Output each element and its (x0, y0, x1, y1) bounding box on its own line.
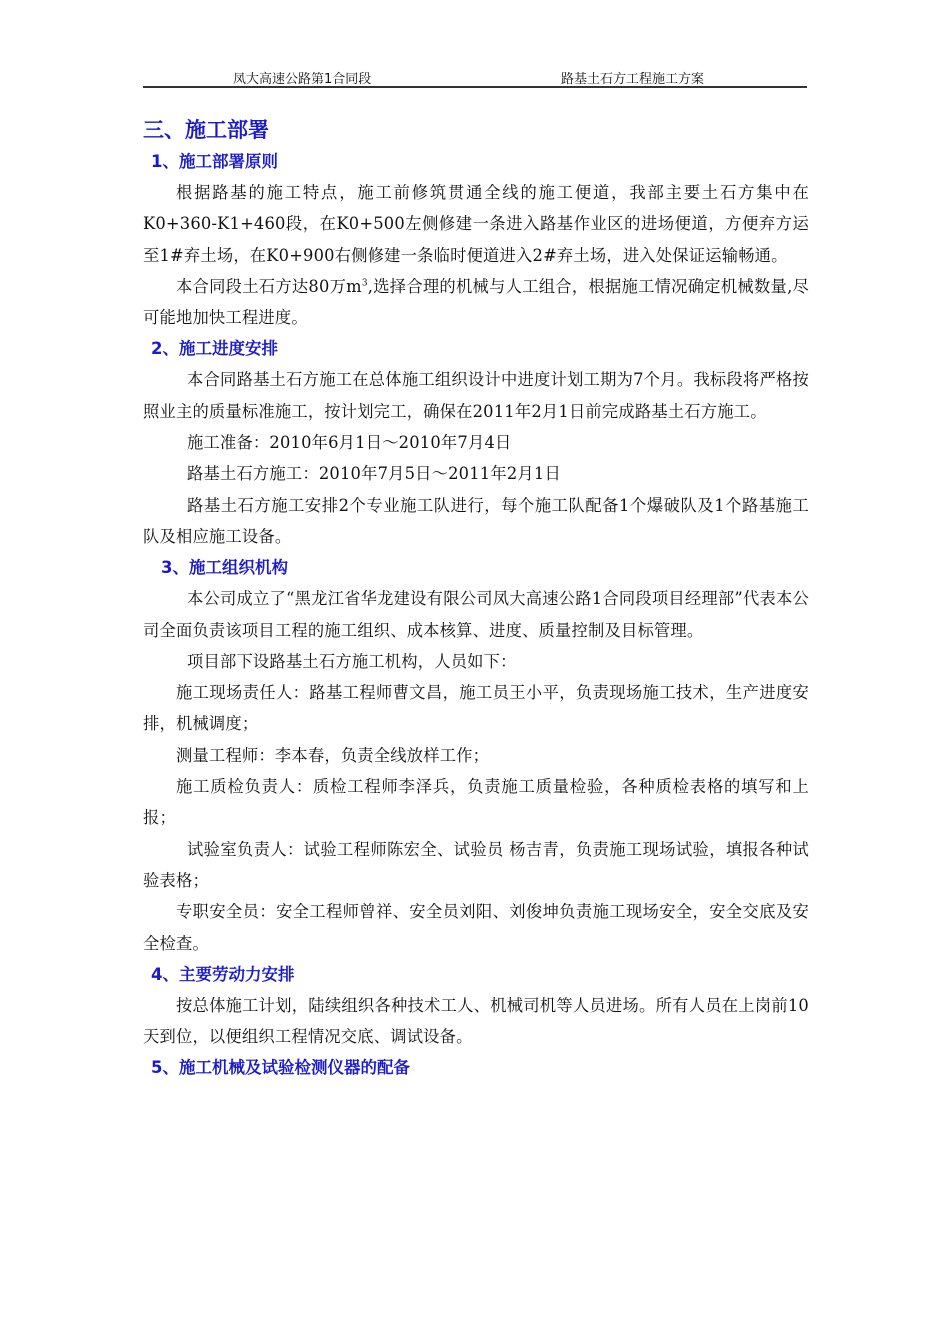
document-body (143, 114, 809, 1083)
staff-item: 测量工程师：李本春，负责全线放样工作； (176, 745, 490, 765)
subsection-title-5: 5、施工机械及试验检测仪器的配备 (151, 1058, 410, 1078)
paragraph: 项目部下设路基土石方施工机构，人员如下： (187, 651, 517, 671)
staff-item: 施工质检负责人：质检工程师李泽兵，负责施工质量检验，各种质检表格的填写和上报； (143, 777, 809, 828)
subsection-title-3: 3、施工组织机构 (161, 558, 288, 578)
paragraph (143, 271, 809, 334)
paragraph-text: 本合同段土石方达80万m (176, 276, 362, 296)
header-contract-section: 凤大高速公路第1合同段 (233, 72, 372, 87)
paragraph: 本合同路基土石方施工在总体施工组织设计中进度计划工期为7个月。我标段将严格按照业主的质量标准施工，按计划完工，确保在2011年2月1日前完成路基土石方施工。 (143, 370, 809, 421)
header-document-title: 路基土石方工程施工方案 (561, 72, 705, 87)
paragraph: 根据路基的施工特点，施工前修筑贯通全线的施工便道，我部主要土石方集中在K0+360-K1+460段，在K0+500左侧修建一条进入路基作业区的进场便道，方便弃方运至1#弃土场，在K0+900右侧修建一条临时便道进入2#弃土场，进入处保证运输畅通。 (143, 183, 809, 265)
paragraph: 按总体施工计划，陆续组织各种技术工人、机械司机等人员进场。所有人员在上岗前10天到位，以便组织工程情况交底、调试设备。 (143, 995, 809, 1047)
schedule-earthwork: 路基土石方施工：2010年7月5日～2011年2月1日 (187, 464, 561, 484)
subsection-title-1: 1、施工部署原则 (151, 152, 278, 171)
subsection-title-4: 4、主要劳动力安排 (151, 964, 295, 984)
schedule-prep: 施工准备：2010年6月1日～2010年7月4日 (187, 433, 512, 453)
page-header (143, 66, 807, 88)
subsection-title-2: 2、施工进度安排 (151, 339, 278, 359)
superscript: 3 (361, 278, 368, 289)
paragraph: 本公司成立了“黑龙江省华龙建设有限公司凤大高速公路1合同段项目经理部”代表本公司全面负责该项目工程的施工组织、成本核算、进度、质量控制及目标管理。 (143, 589, 809, 640)
staff-item: 试验室负责人：试验工程师陈宏全、试验员 杨吉青，负责施工现场试验，填报各种试验表格； (143, 839, 809, 890)
staff-item: 专职安全员：安全工程师曾祥、安全员刘阳、刘俊坤负责施工现场安全，安全交底及安全检查。 (143, 902, 809, 953)
paragraph: 路基土石方施工安排2个专业施工队进行，每个施工队配备1个爆破队及1个路基施工队及相应施工设备。 (143, 495, 809, 546)
staff-item: 施工现场责任人：路基工程师曹文昌，施工员王小平，负责现场施工技术，生产进度安排，机械调度； (143, 683, 809, 734)
paragraph-text: ,选择合理的机械与人工组合，根据施工情况确定机械数量,尽可能地加快工程进度。 (143, 276, 809, 328)
section-title: 三、施工部署 (143, 118, 269, 142)
